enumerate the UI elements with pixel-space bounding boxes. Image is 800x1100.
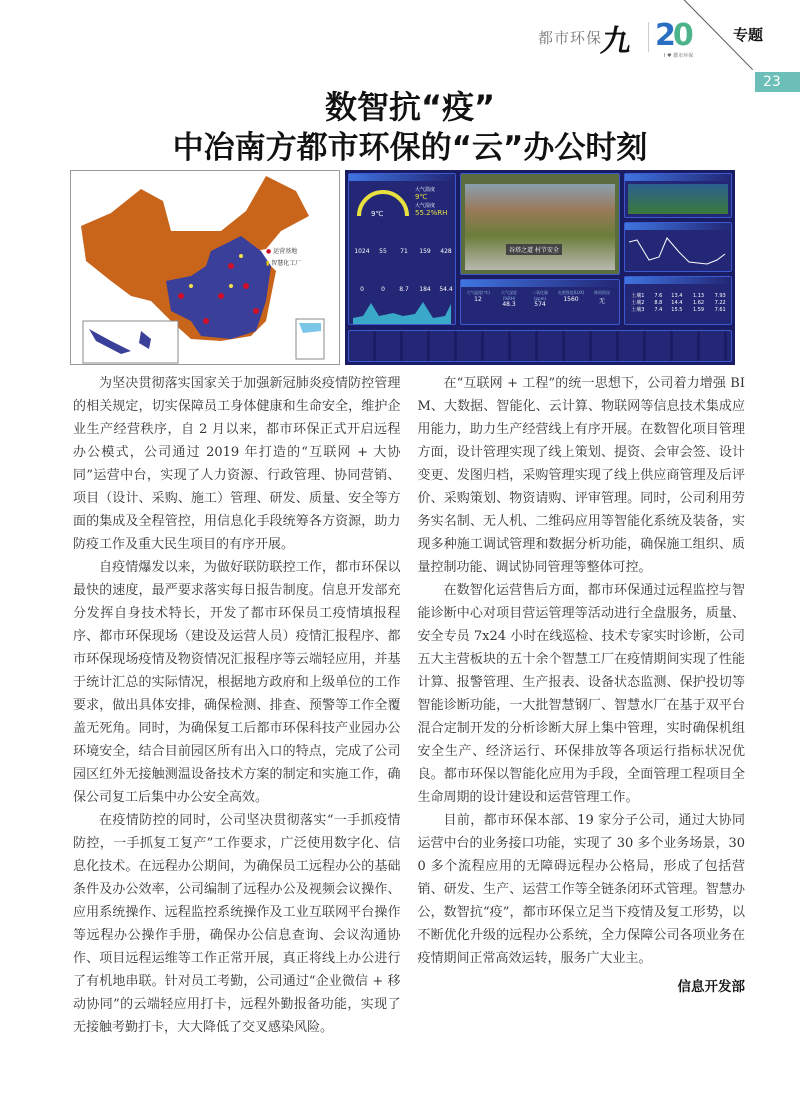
paragraph: 目前，都市环保本部、19 家分子公司，通过大协同运营中台的业务接口功能，实现了 30 多个业务场景，300 多个流程应用的无障碍远程办公格局，形成了包括营销、研发、生产、运营工作等全链条闭环式管理。智慧办公，数智抗“疫”，都市环保立足当下疫情及复工形势，以不断优化升级的远程办公系统，全力保障公司各项业务在疫情期间正常高效运转，服务广大业主。 (417, 813, 745, 966)
anniversary-logo-caption: I ♥ 都市环保 (664, 53, 694, 59)
headline-line-2: 中冶南方都市环保的“云”办公时刻 (172, 130, 648, 166)
air-temp-label: 大气温度 (415, 187, 436, 193)
air-temp-value: 9℃ (415, 193, 428, 201)
air-humidity-label: 大气湿度 (415, 203, 436, 209)
paragraph: 为坚决贯彻落实国家关于加强新冠肺炎疫情防控管理的相关规定，切实保障员工身体健康和生命安全，维护企业生产经营秩序，自 2 月以来，都市环保正式开启远程办公模式，公司通过 2019 年打造的“互联网 + 大协同”运营中台，实现了人力资源、行政管理、协同营销、项目（设计、采购、施工）管理、研发、质量、安全等方面的集成及全程管控，用信息化手段统筹各方资源，助力防疫工作及重大民生项目的有序开展。 (73, 376, 401, 552)
legend-item-base: ● 运营基地 (266, 248, 298, 255)
area-chart (353, 298, 453, 324)
device-switch-bar (348, 330, 732, 362)
headline-line-1: 数智抗“疫” (324, 88, 496, 126)
air-humidity-value: 55.2%RH (415, 209, 448, 217)
legend-item-factory: ▮ 智慧化工厂 (266, 260, 302, 267)
table-row: 土壤1 7.6 13.4 1.13 7.93 (631, 292, 726, 299)
author-signature: 信息开发部 (677, 979, 745, 995)
paragraph: 在“互联网 + 工程”的统一思想下，公司着力增强 BIM、大数据、智能化、云计算、物联网等信息技术集成应用能力，助力生产经营线上有序开展。在数智化项目管理方面，设计管理实现了线上策划、提资、会审会签、设计变更、发图归档，采购管理实现了线上供应商管理及后评价、采购策划、物资请购、评审管理。同时，公司利用劳务实名制、无人机、二维码应用等智能化系统及装备，实现多种施工调试管理和数据分析功能，确保施工组织、质量控制功能、调试协同管理等整体可控。 (417, 376, 745, 575)
soil-table-panel (624, 276, 732, 325)
brand-name: 都市环保 (538, 29, 603, 47)
metric: 184 (419, 286, 431, 293)
environment-cards (460, 279, 620, 325)
smart-dashboard-screenshot (345, 170, 735, 365)
page-number: 23 (755, 72, 800, 92)
anniversary-logo: 20 (655, 18, 691, 53)
divider (648, 22, 649, 52)
metric: 8.7 (399, 286, 409, 293)
data-table-panel (624, 173, 732, 218)
table-row: 土壤2 8.8 14.4 1.62 7.22 (631, 299, 726, 306)
env-card: 二氧化碳(ppm) 574 (532, 290, 548, 308)
metric: 428 (440, 248, 452, 255)
calligraphy-logo: 九 (598, 24, 635, 59)
weather-panel (348, 173, 456, 325)
env-card: 光照强度(LUX) 1560 (557, 290, 585, 303)
metric: 55 (379, 248, 387, 255)
paragraph: 在疫情防控的同时，公司坚决贯彻落实“一手抓疫情防控，一手抓复工复产”工作要求，广泛使用数字化、信息化技术。在远程办公期间，为确保员工远程办公的基础条件及办公效率，公司编制了远程办公及视频会议操作、应用系统操作、远程监控系统操作及工业互联网平台操作等远程办公操作手册，确保办公信息查询、会议沟通协作、项目远程运维等工作正常开展，真正将线上办公进行了有机地串联。针对员工考勤，公司通过“企业微信 + 移动协同”的云端轻应用打卡，远程外勤报备功能，实现了无接触考勤打卡，大大降低了交叉感染风险。 (73, 813, 401, 1035)
gauge-temperature: 9℃ (371, 210, 384, 218)
metric: 1024 (354, 248, 370, 255)
metric: 0 (381, 286, 385, 293)
section-label: 专题 (733, 26, 764, 44)
table-row: 土壤3 7.4 15.5 1.59 7.61 (631, 306, 726, 313)
line-chart-panel (624, 222, 732, 272)
video-caption: 谷塔之道 村节安全 (506, 244, 562, 255)
article-body (73, 372, 745, 1039)
paragraph: 自疫情爆发以来，为做好联防联控工作，都市环保以最快的速度，最严要求落实每日报告制度。信息开发部充分发挥自身技术特长，开发了都市环保员工疫情填报程序、都市环保现场（建设及运营人员）疫情汇报程序、都市环保现场疫情及物资情况汇报程序等云端轻应用，并基于统计汇总的实际情况，根据地方政府和上级单位的工作要求，做出具体安排，确保检测、排查、预警等工作全覆盖无死角。同时，为确保复工后都市环保科技产业园办公环境安全，结合目前园区所有出入口的特点，完成了公司园区红外无接触测温设备技术方案的制定和实施工作，确保公司复工后集中办公安全高效。 (73, 560, 401, 805)
metric: 54.4 (439, 286, 453, 293)
metric: 159 (419, 248, 431, 255)
metric: 71 (400, 248, 408, 255)
paragraph: 在数智化运营售后方面，都市环保通过远程监控与智能诊断中心对项目营运管理等活动进行全盘服务，质量、安全专员 7x24 小时在线巡检、技术专家实时诊断，公司五大主营板块的五十余个智慧工厂在疫情期间实现了性能计算、报警管理、生产报表、设备状态监测、保护投切等智能诊断功能，一大批智慧钢厂、智慧水厂在基于双平台混合定制开发的分析诊断大屏上集中管理，实时确保机组安全生产、经济运行、环保排放等各项运行指标状况优良。都市环保以智能化应用为手段，全面管理工程项目全生命周期的设计建设和运营管理工作。 (417, 583, 745, 805)
env-card: 降雨情况 无 (594, 290, 610, 305)
env-card: 大气温度(℃) 12 (466, 290, 490, 303)
map-legend (266, 246, 301, 270)
video-panel (460, 173, 620, 275)
metric: 0 (360, 286, 364, 293)
china-map-figure (70, 170, 340, 365)
env-card: 大气湿度(%RH) 48.3 (501, 290, 517, 308)
